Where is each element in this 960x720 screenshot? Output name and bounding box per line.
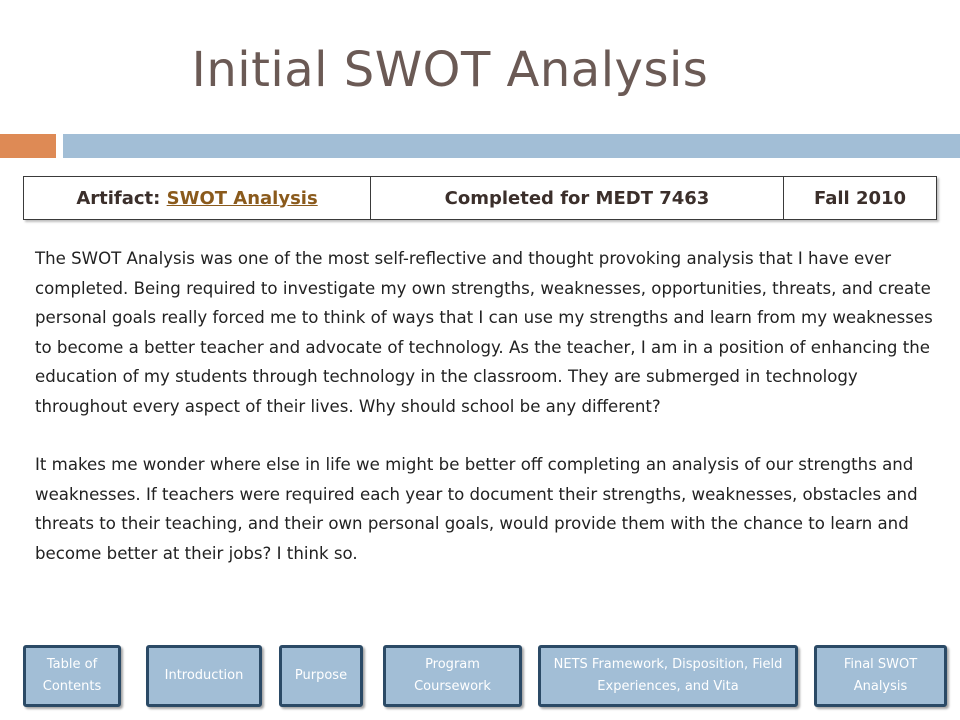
paragraph-2: It makes me wonder where else in life we might be better off completing an analysis of our strengths and weaknesses. If teachers were required each year to document their strengths, weaknesses, obstacles and threats to their teaching, and their own personal goals, would provide them with the chance to learn and become better at their jobs? I think so. <box>35 455 918 563</box>
nav-purpose-button[interactable]: Purpose <box>279 645 363 707</box>
accent-bar-blue <box>63 134 960 158</box>
course-cell: Completed for MEDT 7463 <box>371 177 784 220</box>
nav-table-of-contents-button[interactable]: Table of Contents <box>23 645 121 707</box>
term-cell: Fall 2010 <box>784 177 937 220</box>
artifact-label: Artifact: <box>76 187 167 209</box>
body-text <box>35 244 935 568</box>
artifact-row <box>24 177 937 220</box>
paragraph-1: The SWOT Analysis was one of the most self-reflective and thought provoking analysis that I have ever completed. Being required to investigate my own strengths, weaknesses, opportunities, threats, and create personal goals really forced me to think of ways that I can use my strengths and learn from my weaknesses to become a better teacher and advocate of technology. As the teacher, I am in a position of enhancing the education of my students through technology in the classroom. They are submerged in technology throughout every aspect of their lives. Why should school be any different? <box>35 249 933 416</box>
swot-analysis-link[interactable]: SWOT Analysis <box>166 187 318 209</box>
nav-final-swot-analysis-button[interactable]: Final SWOT Analysis <box>814 645 947 707</box>
page-title: Initial SWOT Analysis <box>191 42 709 98</box>
accent-bar-orange <box>0 134 56 158</box>
artifact-table <box>23 176 937 220</box>
nav-introduction-button[interactable]: Introduction <box>146 645 262 707</box>
nav-program-coursework-button[interactable]: Program Coursework <box>383 645 522 707</box>
artifact-cell <box>24 177 371 220</box>
nav-nets-framework-button[interactable]: NETS Framework, Disposition, Field Experiences, and Vita <box>538 645 798 707</box>
